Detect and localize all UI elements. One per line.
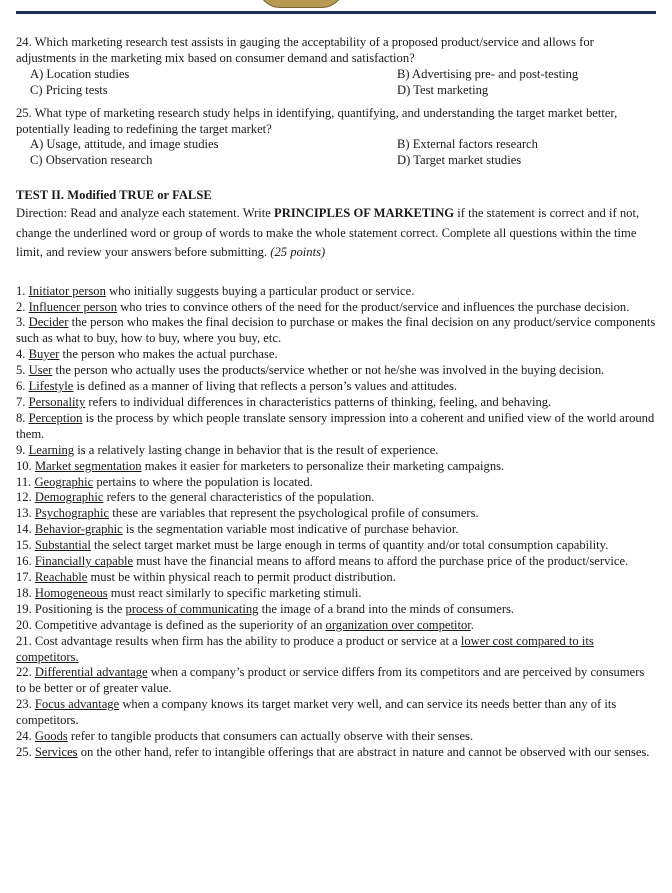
statement-item <box>16 475 656 491</box>
underlined-term: Decider <box>28 315 69 330</box>
statement-item <box>16 443 656 459</box>
underlined-term: Perception <box>28 410 83 425</box>
statement-prefix: 21. Cost advantage results when firm has the ability to produce a product or service at a <box>16 633 461 648</box>
option-d: D) Target market studies <box>397 153 522 168</box>
underlined-term: process of communicating <box>125 601 259 616</box>
statement-rest: refers to the general characteristics of the population. <box>103 490 375 505</box>
statement-prefix: 4. <box>16 347 29 362</box>
statement-rest: . <box>470 617 474 632</box>
statement-prefix: 16. <box>16 554 35 569</box>
statement-item <box>16 697 656 729</box>
statement-rest: is the process by which people translate sensory impression into a coherent and unified view of the world around them. <box>16 410 655 441</box>
underlined-term: Differential advantage <box>34 665 148 680</box>
question-text: 24. Which marketing research test assists in gauging the acceptability of a proposed product/service and allows for adjustments in the marketing mix based on consumer demand and satisfaction? <box>16 35 594 65</box>
direction-post: if the statement is correct and if not, change the underlined word or group of words to make the whole statement correct. Complete all questions within the time limit, and review your answers before submitting. <box>16 206 640 260</box>
underlined-term: Influencer person <box>28 299 118 314</box>
statement-prefix: 17. <box>16 569 35 584</box>
underlined-term: Demographic <box>34 490 104 505</box>
underlined-term: Behavior-graphic <box>34 522 123 537</box>
statement-item <box>16 363 656 379</box>
statement-item <box>16 634 656 666</box>
underlined-term: Goods <box>34 729 68 744</box>
points: (25 points) <box>270 245 326 260</box>
underlined-term: Psychographic <box>34 506 110 521</box>
option-b: B) Advertising pre- and post-testing <box>397 66 579 81</box>
statement-prefix: 6. <box>16 379 29 394</box>
statement-prefix: 12. <box>16 490 35 505</box>
statement-rest: the select target market must be large enough in terms of quantity and/or total consumption capability. <box>90 538 609 553</box>
underlined-term: Learning <box>28 442 75 457</box>
statement-item <box>16 284 656 300</box>
statement-rest: is a relatively lasting change in behavior that is the result of experience. <box>74 442 439 457</box>
underlined-term: Substantial <box>34 538 91 553</box>
statement-rest: must react similarly to specific marketing stimuli. <box>107 585 362 600</box>
statement-item <box>16 538 656 554</box>
statement-item <box>16 570 656 586</box>
test-title: TEST II. Modified TRUE or FALSE <box>16 188 212 203</box>
header-rule <box>16 11 656 14</box>
underlined-term: organization over competitor <box>325 617 471 632</box>
statement-prefix: 20. Competitive advantage is defined as the superiority of an <box>16 617 326 632</box>
document-page <box>16 35 656 761</box>
underlined-term: lower cost compared to its competitors. <box>16 633 594 664</box>
underlined-term: Initiator person <box>28 283 106 298</box>
statement-item <box>16 745 656 761</box>
statement-rest: who initially suggests buying a particular product or service. <box>105 283 415 298</box>
underlined-term: User <box>28 363 53 378</box>
statement-item <box>16 490 656 506</box>
statement-rest: when a company’s product or service differs from its competitors and are perceived by consumers to be better or of greater value. <box>16 665 645 696</box>
question-24 <box>16 35 656 99</box>
statement-prefix: 10. <box>16 458 35 473</box>
question-25 <box>16 106 656 170</box>
statement-prefix: 19. Positioning is the <box>16 601 126 616</box>
statement-prefix: 3. <box>16 315 29 330</box>
option-c: C) Observation research <box>30 153 153 168</box>
statement-prefix: 18. <box>16 585 35 600</box>
statement-item <box>16 411 656 443</box>
statement-item <box>16 459 656 475</box>
statement-item <box>16 506 656 522</box>
underlined-term: Market segmentation <box>34 458 142 473</box>
statement-prefix: 11. <box>16 474 35 489</box>
statement-rest: is the segmentation variable most indicative of purchase behavior. <box>122 522 459 537</box>
underlined-term: Homogeneous <box>34 585 108 600</box>
statement-item <box>16 586 656 602</box>
statement-rest: must have the financial means to afford means to afford the purchase price of the product/service. <box>133 554 629 569</box>
statement-rest: must be within physical reach to permit product distribution. <box>87 569 396 584</box>
statement-rest: refer to tangible products that consumers can actually observe with their senses. <box>67 729 474 744</box>
statement-prefix: 14. <box>16 522 35 537</box>
statement-rest: the image of a brand into the minds of consumers. <box>258 601 515 616</box>
statement-item <box>16 347 656 363</box>
option-a: A) Usage, attitude, and image studies <box>30 137 219 152</box>
statement-rest: refers to individual differences in characteristics patterns of thinking, feeling, and behaving. <box>85 395 552 409</box>
statement-item <box>16 665 656 697</box>
underlined-term: Focus advantage <box>34 697 120 712</box>
statement-rest: makes it easier for marketers to personalize their marketing campaigns. <box>141 458 505 473</box>
statement-list <box>16 284 656 761</box>
statement-item <box>16 522 656 538</box>
statement-item <box>16 379 656 395</box>
statement-item <box>16 395 656 411</box>
option-c: C) Pricing tests <box>30 82 108 97</box>
statement-item <box>16 618 656 634</box>
statement-rest: the person who actually uses the products/service whether or not he/she was involved in the buying decision. <box>52 363 605 378</box>
statement-rest: on the other hand, refer to intangible offerings that are abstract in nature and cannot be observed with our senses. <box>77 744 650 759</box>
statement-prefix: 1. <box>16 283 29 298</box>
underlined-term: Geographic <box>34 474 94 489</box>
statement-prefix: 5. <box>16 363 29 378</box>
statement-rest: pertains to where the population is located. <box>93 474 313 489</box>
statement-prefix: 9. <box>16 442 29 457</box>
underlined-term: Reachable <box>34 569 88 584</box>
statement-prefix: 13. <box>16 506 35 521</box>
statement-prefix: 8. <box>16 410 29 425</box>
underlined-term: Financially capable <box>34 554 134 569</box>
statement-rest: these are variables that represent the psychological profile of consumers. <box>109 506 479 521</box>
option-a: A) Location studies <box>30 66 130 81</box>
statement-item <box>16 315 656 347</box>
option-b: B) External factors research <box>397 137 538 152</box>
underlined-term: Services <box>34 744 78 759</box>
directions <box>16 204 656 263</box>
statement-prefix: 15. <box>16 538 35 553</box>
statement-item <box>16 300 656 316</box>
options <box>16 137 656 169</box>
statement-rest: when a company knows its target market very well, and can service its needs better than any of its competitors. <box>16 697 617 728</box>
statement-prefix: 25. <box>16 744 35 759</box>
school-seal <box>258 0 344 8</box>
statement-rest: the person who makes the final decision to purchase or makes the final decision on any product/service components such as what to buy, how to buy, where you buy, etc. <box>16 315 656 346</box>
statement-prefix: 7. <box>16 395 29 409</box>
statement-prefix: 22. <box>16 665 35 680</box>
statement-item <box>16 602 656 618</box>
underlined-term: Personality <box>28 395 86 409</box>
direction-pre: Direction: Read and analyze each statement. Write <box>16 206 275 221</box>
statement-prefix: 2. <box>16 299 29 314</box>
question-text: 25. What type of marketing research study helps in identifying, quantifying, and understanding the target market better, potentially leading to redefining the target market? <box>16 105 618 136</box>
statement-rest: is defined as a manner of living that reflects a person’s values and attitudes. <box>73 379 458 394</box>
underlined-term: Lifestyle <box>28 379 74 394</box>
statement-rest: who tries to convince others of the need for the product/service and influences the purchase decision. <box>117 299 630 314</box>
statement-item <box>16 554 656 570</box>
underlined-term: Buyer <box>28 347 60 362</box>
statement-rest: the person who makes the actual purchase. <box>59 347 278 362</box>
options <box>16 67 656 99</box>
statement-item <box>16 729 656 745</box>
statement-prefix: 24. <box>16 729 35 744</box>
statement-prefix: 23. <box>16 697 35 712</box>
direction-bold: PRINCIPLES OF MARKETING <box>274 206 455 221</box>
option-d: D) Test marketing <box>397 82 489 97</box>
